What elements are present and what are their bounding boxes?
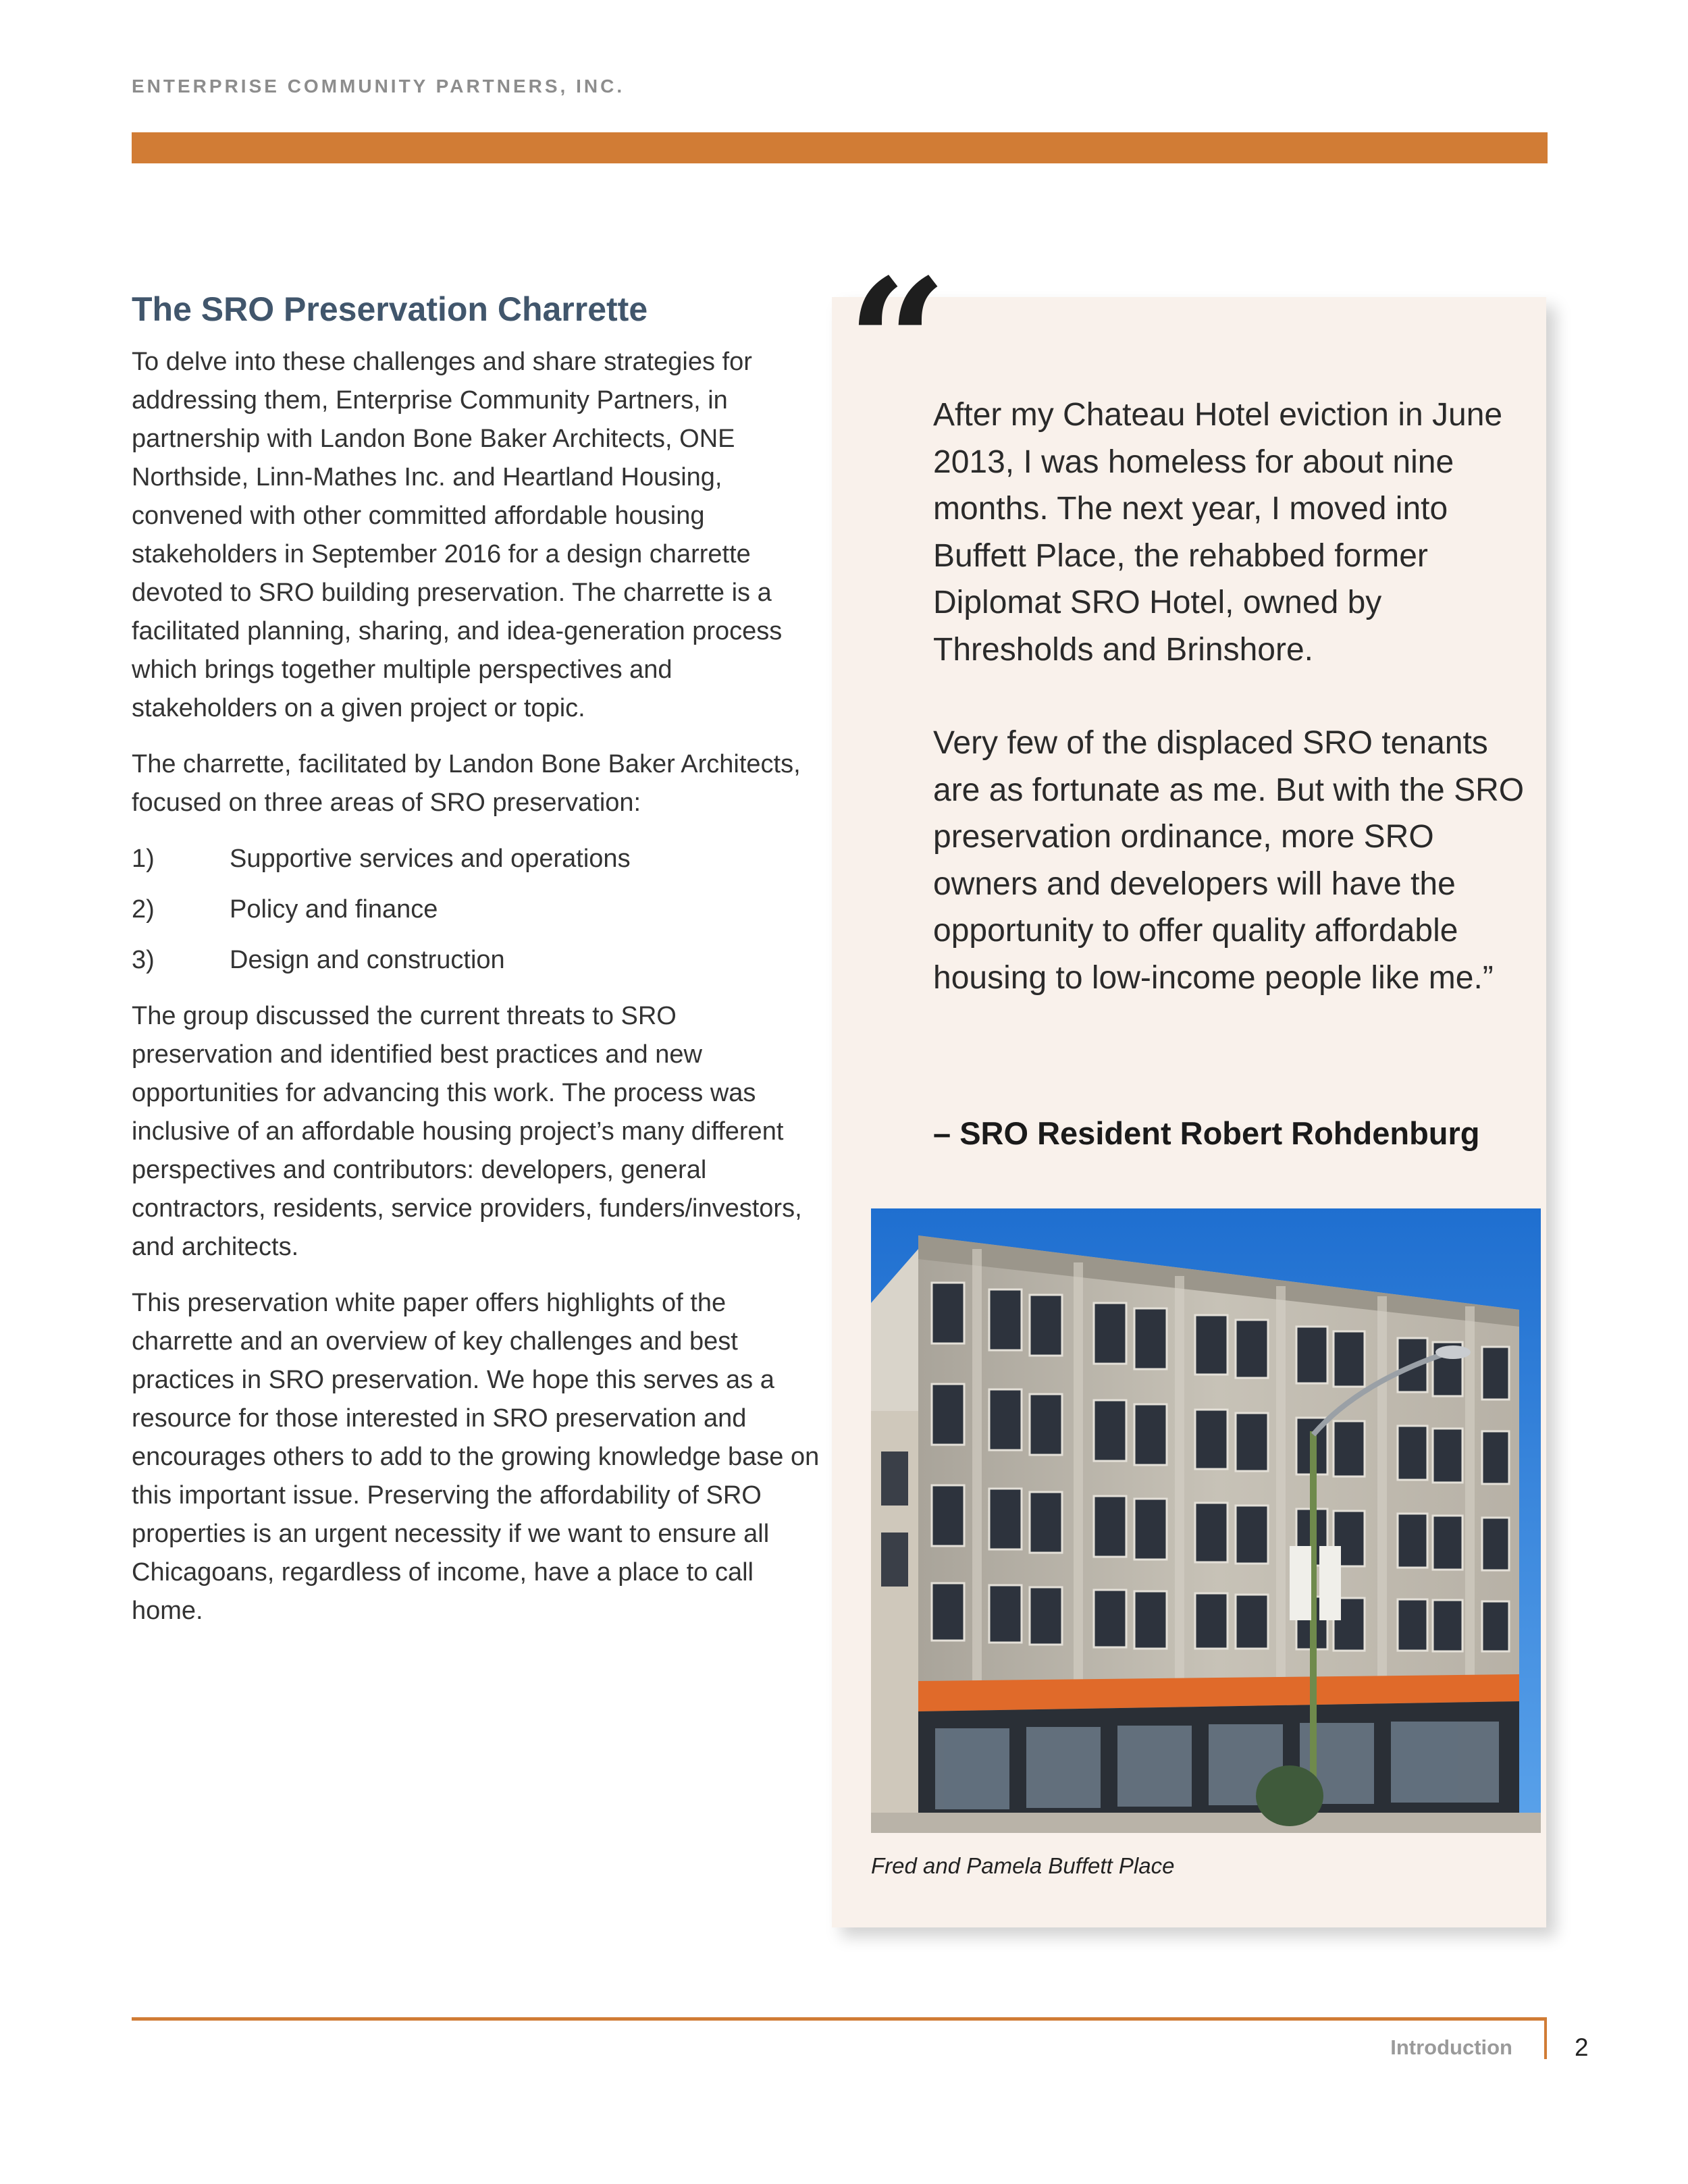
- discussion-paragraph: The group discussed the current threats to SRO preservation and identified best practices and new opportunities for advancing this work. The process was inclusive of an affordable housing project’s many different perspectives and contributors: developers, general contractors, residents, service providers, funders/investors, and architects.: [132, 1002, 802, 1261]
- building-photo: [871, 1208, 1541, 1833]
- footer-section-label: Introduction: [1390, 2035, 1512, 2059]
- main-column: [132, 289, 820, 1648]
- list-item: [132, 840, 820, 878]
- list-item: [132, 941, 820, 980]
- quote-paragraph: Very few of the displaced SRO tenants are as fortunate as me. But with the SRO preservation ordinance, more SRO owners and developers will have the opportunity to offer quality affordable housing to low-income people like me.”: [933, 725, 1525, 996]
- page-number: 2: [1575, 2033, 1589, 2061]
- focus-paragraph: The charrette, facilitated by Landon Bone Baker Architects, focused on three areas of SRO preservation:: [132, 750, 801, 817]
- conclusion-paragraph: This preservation white paper offers highlights of the charrette and an overview of key challenges and best practices in SRO preservation. We hope this serves as a resource for those interested in SRO preservation and encourages others to add to the growing knowledge base on this important issue. Preserving the affordability of SRO properties is an urgent necessity if we want to ensure all Chicagoans, regardless of income, have a place to call home.: [132, 1289, 820, 1625]
- quote-paragraph: After my Chateau Hotel eviction in June 2013, I was homeless for about nine months. The next year, I moved into Buffett Place, the rehabbed former Diplomat SRO Hotel, owned by Thresholds and Brinshore.: [933, 397, 1503, 668]
- quote-mark-icon: “: [847, 241, 948, 447]
- footer-rule: [132, 2017, 1544, 2021]
- footer-divider: [1544, 2017, 1547, 2059]
- list-item-number: 2): [132, 895, 155, 924]
- intro-paragraph: To delve into these challenges and share strategies for addressing them, Enterprise Community Partners, in partnership with Landon Bone Baker Architects, ONE Northside, Linn-Mathes Inc. and Heartland Housing, convened with other committed affordable housing stakeholders in September 2016 for a design charrette devoted to SRO building preservation. The charrette is a facilitated planning, sharing, and idea-generation process which brings together multiple perspectives and stakeholders on a given project or topic.: [132, 348, 783, 722]
- list-item-text: Supportive services and operations: [230, 845, 631, 873]
- list-item-number: 1): [132, 845, 155, 873]
- section-title: The SRO Preservation Charrette: [132, 290, 648, 328]
- list-item-text: Design and construction: [230, 946, 505, 974]
- list-item-text: Policy and finance: [230, 895, 438, 924]
- list-item: [132, 890, 820, 929]
- resident-quote: [933, 392, 1527, 1001]
- photo-caption: Fred and Pamela Buffett Place: [871, 1853, 1175, 1878]
- quote-sidebar: [832, 241, 1546, 1927]
- list-item-number: 3): [132, 946, 155, 974]
- header-accent-bar: [132, 132, 1548, 163]
- quote-attribution: – SRO Resident Robert Rohdenburg: [933, 1115, 1480, 1151]
- header-organization: ENTERPRISE COMMUNITY PARTNERS, INC.: [132, 76, 625, 97]
- focus-areas-list: [132, 840, 820, 980]
